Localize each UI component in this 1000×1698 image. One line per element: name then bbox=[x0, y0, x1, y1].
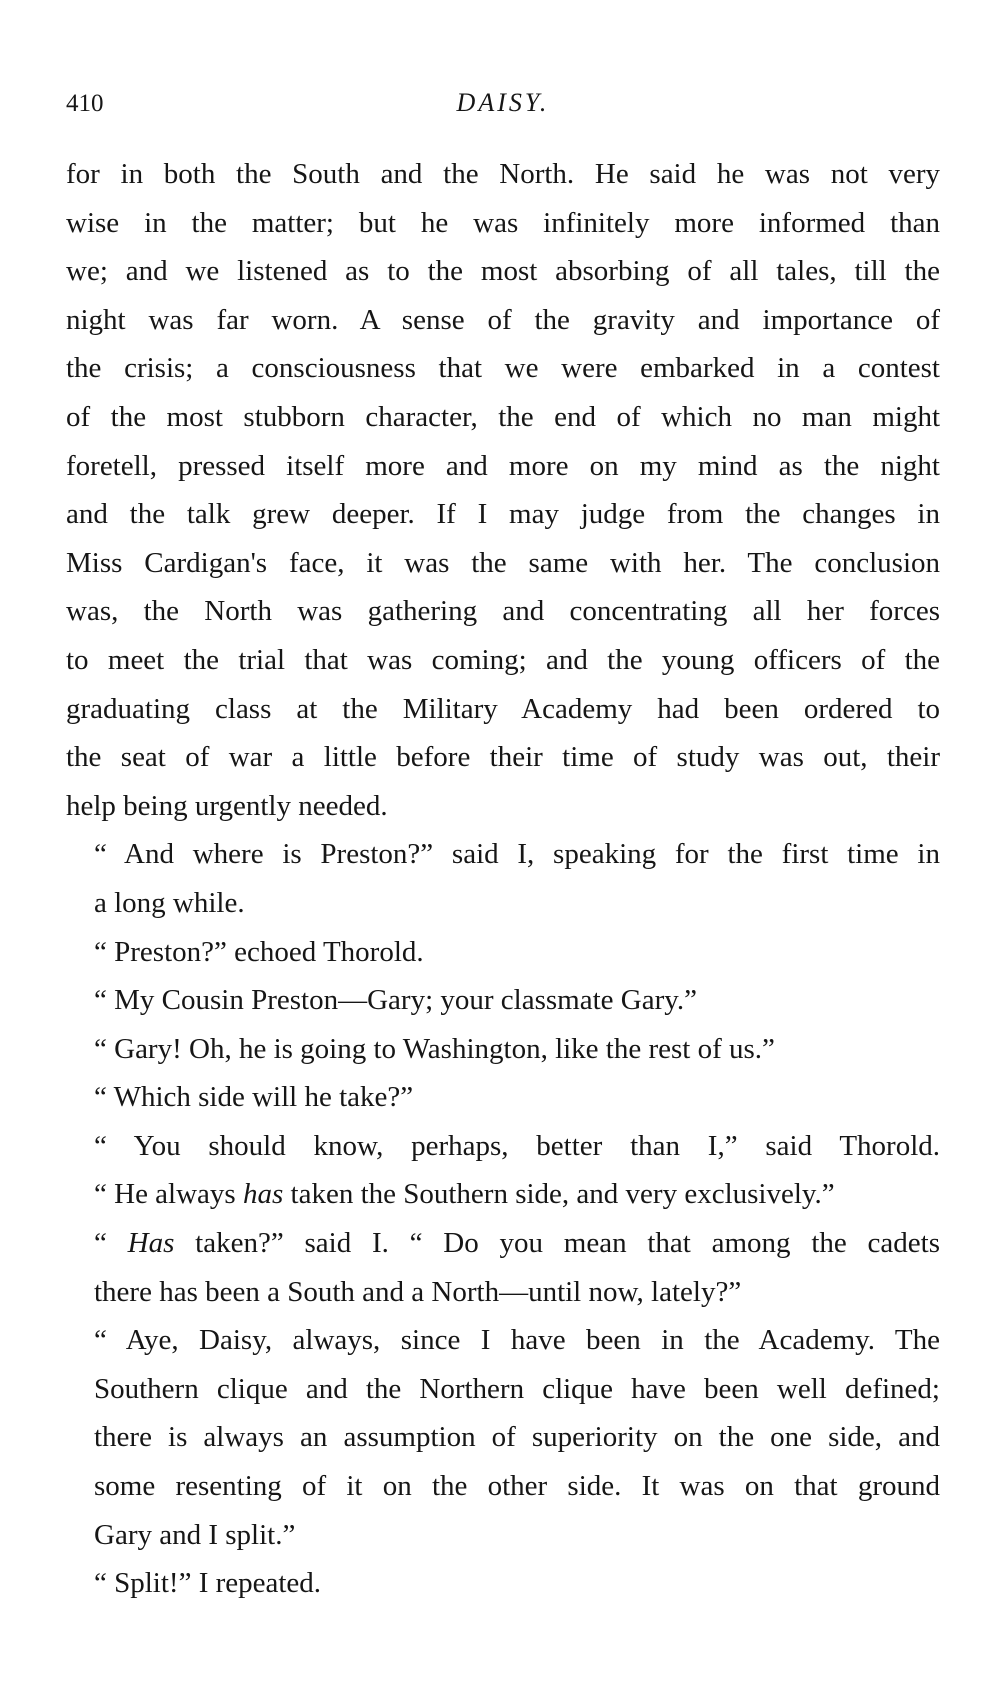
text-line: wise in the matter; but he was infinitely more informed than bbox=[66, 206, 940, 239]
text-line: graduating class at the Military Academy had been ordered to bbox=[66, 692, 940, 725]
paragraph bbox=[66, 976, 940, 1025]
text-line: some resenting of it on the other side. It was on that ground bbox=[94, 1470, 940, 1503]
text-line: night was far worn. A sense of the gravity and importance of bbox=[66, 303, 940, 336]
paragraph bbox=[66, 928, 940, 977]
text-line: “ My Cousin Preston—Gary; your classmate Gary.” bbox=[94, 984, 697, 1017]
body-text bbox=[66, 150, 940, 1608]
running-title: DAISY. bbox=[456, 88, 550, 117]
paragraph bbox=[66, 1073, 940, 1122]
text-line: “ Has taken?” said I. “ Do you mean that among the cadets bbox=[94, 1227, 940, 1260]
paragraph bbox=[66, 1219, 940, 1316]
text-line: “ Split!” I repeated. bbox=[94, 1567, 322, 1600]
text-line: we; and we listened as to the most absorbing of all tales, till the bbox=[66, 255, 940, 288]
text-line: Miss Cardigan's face, it was the same with her. The conclusion bbox=[66, 546, 940, 579]
text-line: to meet the trial that was coming; and the young officers of the bbox=[66, 643, 940, 676]
text-line: “ Aye, Daisy, always, since I have been in the Academy. The bbox=[94, 1324, 940, 1357]
text-line: was, the North was gathering and concentrating all her forces bbox=[66, 595, 940, 628]
page-header bbox=[66, 84, 940, 124]
text-line: Southern clique and the Northern clique have been well defined; bbox=[94, 1372, 940, 1405]
paragraph bbox=[66, 1559, 940, 1608]
text-line: there is always an assumption of superiority on the one side, and bbox=[94, 1421, 940, 1454]
text-line: and the talk grew deeper. If I may judge from the changes in bbox=[66, 498, 940, 531]
text-line: the seat of war a little before their time of study was out, their bbox=[66, 741, 940, 774]
text-line: foretell, pressed itself more and more on my mind as the night bbox=[66, 449, 940, 482]
text-line: help being urgently needed. bbox=[66, 789, 388, 822]
page-number: 410 bbox=[66, 90, 104, 117]
paragraph bbox=[66, 1316, 940, 1559]
text-line: for in both the South and the North. He said he was not very bbox=[66, 158, 940, 190]
text-line: there has been a South and a North—until now, lately?” bbox=[94, 1275, 742, 1308]
paragraph bbox=[66, 150, 940, 830]
text-line: “ He always has taken the Southern side, and very exclusively.” bbox=[94, 1178, 835, 1211]
paragraph bbox=[66, 830, 940, 927]
paragraph bbox=[66, 1122, 940, 1219]
text-line: “ Preston?” echoed Thorold. bbox=[94, 935, 424, 968]
text-line: “ Which side will he take?” bbox=[94, 1081, 414, 1114]
text-line: Gary and I split.” bbox=[94, 1518, 296, 1551]
text-line: of the most stubborn character, the end of which no man might bbox=[66, 400, 940, 433]
text-line: “ And where is Preston?” said I, speaking for the first time in bbox=[94, 838, 940, 871]
text-line: a long while. bbox=[94, 886, 245, 919]
text-line: “ Gary! Oh, he is going to Washington, like the rest of us.” bbox=[94, 1032, 775, 1065]
paragraph bbox=[66, 1025, 940, 1074]
text-line: the crisis; a consciousness that we were embarked in a contest bbox=[66, 352, 940, 385]
text-line: “ You should know, perhaps, better than I,” said Thorold. bbox=[94, 1129, 940, 1162]
